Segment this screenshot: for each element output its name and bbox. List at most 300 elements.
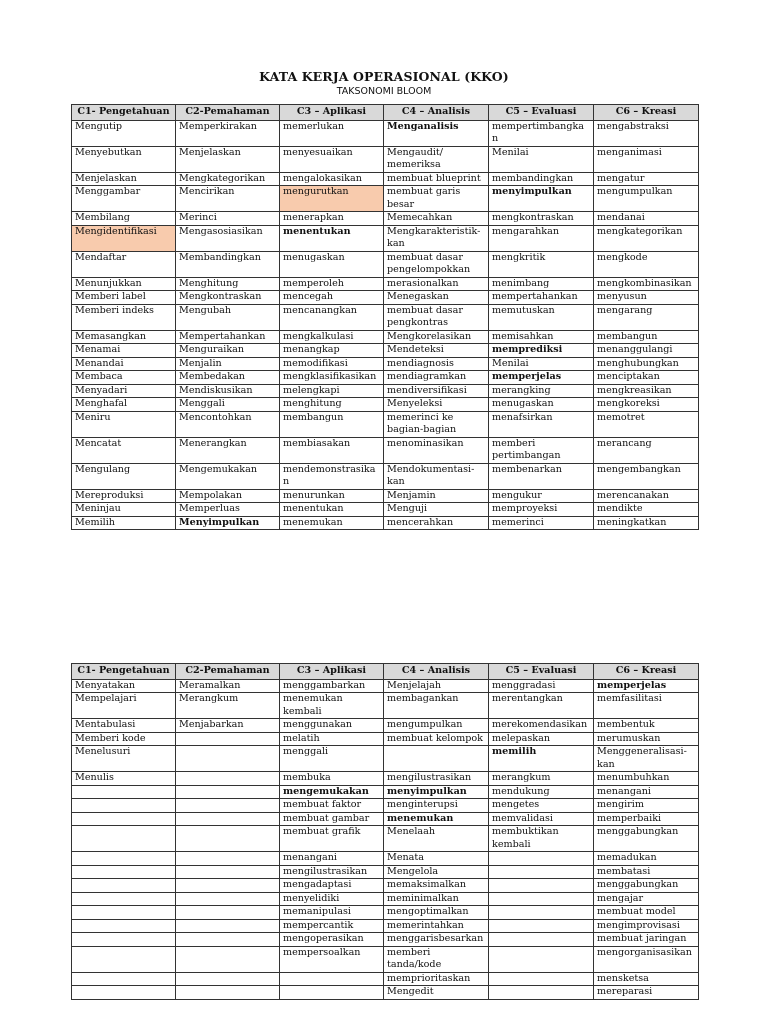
- table-cell: mengembangkan: [594, 463, 699, 489]
- table-cell: [72, 933, 176, 947]
- table-cell: Menghitung: [176, 277, 280, 291]
- table-cell: Mempertahankan: [176, 330, 280, 344]
- table-cell: mempertahankan: [489, 291, 594, 305]
- table-row: [72, 437, 699, 463]
- table-cell: mencerahkan: [384, 516, 489, 530]
- table-cell: menerapkan: [280, 212, 384, 226]
- table-cell: Mengubah: [176, 304, 280, 330]
- table-cell: mengetes: [489, 799, 594, 813]
- table-cell: [489, 852, 594, 866]
- table-cell: [176, 865, 280, 879]
- table-cell: memodifikasi: [280, 357, 384, 371]
- table-cell: Memecahkan: [384, 212, 489, 226]
- table-cell: menyesuaikan: [280, 146, 384, 172]
- table-cell: membatasi: [594, 865, 699, 879]
- header-c4: C4 – Analisis: [384, 664, 489, 680]
- table-cell: mempertimbangkan: [489, 120, 594, 146]
- table-cell: Meninjau: [72, 503, 176, 517]
- table-cell: memfasilitasi: [594, 693, 699, 719]
- table-cell: memvalidasi: [489, 812, 594, 826]
- table-cell: Menganalisis: [384, 120, 489, 146]
- table-cell: Mencontohkan: [176, 411, 280, 437]
- table-cell: [176, 772, 280, 786]
- table-cell: Mereproduksi: [72, 489, 176, 503]
- table-cell: memilih: [489, 746, 594, 772]
- table-cell: [72, 972, 176, 986]
- table-cell: Menggeneralisasi-kan: [594, 746, 699, 772]
- table-cell: mengkalkulasi: [280, 330, 384, 344]
- header-c6: C6 – Kreasi: [594, 105, 699, 121]
- table-cell: Meniru: [72, 411, 176, 437]
- table-cell: Menyatakan: [72, 679, 176, 693]
- table-cell: mengkoreksi: [594, 398, 699, 412]
- table-cell: Menjamin: [384, 489, 489, 503]
- table-row: [72, 463, 699, 489]
- table-cell: menyimpulkan: [384, 785, 489, 799]
- table-cell: memisahkan: [489, 330, 594, 344]
- table-cell: membuktikan kembali: [489, 826, 594, 852]
- table-cell: Mengkorelasikan: [384, 330, 489, 344]
- table-row: [72, 919, 699, 933]
- table-cell: mengarahkan: [489, 225, 594, 251]
- table-cell: Menjelaskan: [72, 172, 176, 186]
- table-row: [72, 489, 699, 503]
- table-cell: [176, 906, 280, 920]
- kko-table-2: [71, 663, 699, 1000]
- table-cell: Menguraikan: [176, 344, 280, 358]
- table-row: [72, 146, 699, 172]
- table-cell: membenarkan: [489, 463, 594, 489]
- table-cell: mengatur: [594, 172, 699, 186]
- table-cell: memerinci: [489, 516, 594, 530]
- table-cell: memperjelas: [489, 371, 594, 385]
- table-cell: Membandingkan: [176, 251, 280, 277]
- table-cell: mencanangkan: [280, 304, 384, 330]
- table-cell: [280, 972, 384, 986]
- table-cell: membuat dasar pengkontras: [384, 304, 489, 330]
- table-cell: [489, 972, 594, 986]
- table-cell: menentukan: [280, 503, 384, 517]
- table-header-row: [72, 105, 699, 121]
- table-cell: Menyadari: [72, 384, 176, 398]
- table-cell: menganimasi: [594, 146, 699, 172]
- table-cell: Memberi kode: [72, 732, 176, 746]
- table-cell: membuat blueprint: [384, 172, 489, 186]
- table-cell: [72, 986, 176, 1000]
- header-c5: C5 – Evaluasi: [489, 664, 594, 680]
- table-cell: mengkreasikan: [594, 384, 699, 398]
- table-cell: Merangkum: [176, 693, 280, 719]
- table-cell: mengabstraksi: [594, 120, 699, 146]
- table-cell: mengadaptasi: [280, 879, 384, 893]
- table-cell: memanipulasi: [280, 906, 384, 920]
- table-cell: [176, 799, 280, 813]
- table-cell: Mengulang: [72, 463, 176, 489]
- table-cell: menggarisbesarkan: [384, 933, 489, 947]
- table-cell: menugaskan: [489, 398, 594, 412]
- table-row: [72, 892, 699, 906]
- table-cell: [489, 986, 594, 1000]
- table-row: [72, 277, 699, 291]
- table-cell: merangkum: [489, 772, 594, 786]
- table-cell: mendiagramkan: [384, 371, 489, 385]
- table-row: [72, 357, 699, 371]
- table-cell: [489, 892, 594, 906]
- table-row: [72, 516, 699, 530]
- table-cell: Memberi indeks: [72, 304, 176, 330]
- table-cell: menangkap: [280, 344, 384, 358]
- table-cell: membuat grafik: [280, 826, 384, 852]
- table-cell: [72, 826, 176, 852]
- table-cell: memperjelas: [594, 679, 699, 693]
- table-cell: Menyeleksi: [384, 398, 489, 412]
- table-row: [72, 330, 699, 344]
- table-cell: mengilustrasikan: [384, 772, 489, 786]
- table-row: [72, 746, 699, 772]
- table-cell: mengukur: [489, 489, 594, 503]
- table-cell: [72, 879, 176, 893]
- table-cell: membuat jaringan: [594, 933, 699, 947]
- table-cell: meningkatkan: [594, 516, 699, 530]
- table-cell: mengumpulkan: [594, 186, 699, 212]
- table-cell: Menelusuri: [72, 746, 176, 772]
- table-row: [72, 732, 699, 746]
- table-cell: mengemukakan: [280, 785, 384, 799]
- table-row: [72, 304, 699, 330]
- table-cell: Menulis: [72, 772, 176, 786]
- table-cell: menggabungkan: [594, 826, 699, 852]
- table-cell: [176, 732, 280, 746]
- table-cell: mendiversifikasi: [384, 384, 489, 398]
- table-cell: mengalokasikan: [280, 172, 384, 186]
- table-row: [72, 799, 699, 813]
- table-cell: melepaskan: [489, 732, 594, 746]
- table-cell: menghubungkan: [594, 357, 699, 371]
- table-cell: menemukan: [384, 812, 489, 826]
- table-cell: [489, 865, 594, 879]
- table-cell: Membaca: [72, 371, 176, 385]
- table-cell: melatih: [280, 732, 384, 746]
- table-cell: Menamai: [72, 344, 176, 358]
- table-cell: merasionalkan: [384, 277, 489, 291]
- table-cell: menentukan: [280, 225, 384, 251]
- table-row: [72, 212, 699, 226]
- table-cell: Menjabarkan: [176, 719, 280, 733]
- table-cell: memprioritaskan: [384, 972, 489, 986]
- table-header-row: [72, 664, 699, 680]
- table-cell: Mengasosiasikan: [176, 225, 280, 251]
- kko-table-1: [71, 104, 699, 530]
- table-row: [72, 693, 699, 719]
- table-cell: merentangkan: [489, 693, 594, 719]
- table-cell: mensketsa: [594, 972, 699, 986]
- table-cell: [176, 852, 280, 866]
- table-cell: mengorganisasikan: [594, 946, 699, 972]
- table-cell: mengurutkan: [280, 186, 384, 212]
- table-row: [72, 933, 699, 947]
- table-cell: mengumpulkan: [384, 719, 489, 733]
- table-cell: membangun: [594, 330, 699, 344]
- table-cell: mengkontraskan: [489, 212, 594, 226]
- table-cell: Merinci: [176, 212, 280, 226]
- table-cell: Mempolakan: [176, 489, 280, 503]
- table-cell: Menggali: [176, 398, 280, 412]
- table-cell: [176, 892, 280, 906]
- table-row: [72, 225, 699, 251]
- table-cell: memperoleh: [280, 277, 384, 291]
- table-cell: menginterupsi: [384, 799, 489, 813]
- table-cell: mempersoalkan: [280, 946, 384, 972]
- table-cell: mendukung: [489, 785, 594, 799]
- table-cell: membuka: [280, 772, 384, 786]
- table-cell: merencanakan: [594, 489, 699, 503]
- table-cell: Mengemukakan: [176, 463, 280, 489]
- table-cell: membuat faktor: [280, 799, 384, 813]
- table-cell: menumbuhkan: [594, 772, 699, 786]
- table-cell: mendiagnosis: [384, 357, 489, 371]
- table-cell: [280, 986, 384, 1000]
- table-cell: Mencatat: [72, 437, 176, 463]
- table-row: [72, 785, 699, 799]
- table-cell: merumuskan: [594, 732, 699, 746]
- table-cell: mengimprovisasi: [594, 919, 699, 933]
- table-cell: meminimalkan: [384, 892, 489, 906]
- table-cell: mengoptimalkan: [384, 906, 489, 920]
- table-cell: Mengaudit/ memeriksa: [384, 146, 489, 172]
- table-cell: memutuskan: [489, 304, 594, 330]
- table-cell: membuat garis besar: [384, 186, 489, 212]
- table-cell: Membedakan: [176, 371, 280, 385]
- table-cell: [72, 919, 176, 933]
- table-cell: menafsirkan: [489, 411, 594, 437]
- table-cell: Memilih: [72, 516, 176, 530]
- table-cell: membuat kelompok: [384, 732, 489, 746]
- table-row: [72, 291, 699, 305]
- document-subtitle: TAKSONOMI BLOOM: [336, 86, 432, 97]
- table-cell: Menata: [384, 852, 489, 866]
- table-cell: membagankan: [384, 693, 489, 719]
- table-cell: Memberi label: [72, 291, 176, 305]
- table-cell: mempercantik: [280, 919, 384, 933]
- table-cell: Menandai: [72, 357, 176, 371]
- table-cell: menugaskan: [280, 251, 384, 277]
- table-cell: [176, 826, 280, 852]
- table-cell: membuat model: [594, 906, 699, 920]
- table-row: [72, 719, 699, 733]
- header-c4: C4 – Analisis: [384, 105, 489, 121]
- table-cell: mengkombinasikan: [594, 277, 699, 291]
- table-cell: menggradasi: [489, 679, 594, 693]
- table-row: [72, 879, 699, 893]
- table-cell: merancang: [594, 437, 699, 463]
- table-cell: [176, 946, 280, 972]
- table-cell: memproyeksi: [489, 503, 594, 517]
- table-cell: menyimpulkan: [489, 186, 594, 212]
- table-cell: memerlukan: [280, 120, 384, 146]
- table-cell: Mencirikan: [176, 186, 280, 212]
- table-cell: Mengutip: [72, 120, 176, 146]
- table-cell: mendemonstrasikan: [280, 463, 384, 489]
- table-cell: [176, 986, 280, 1000]
- table-row: [72, 251, 699, 277]
- table-row: [72, 384, 699, 398]
- table-cell: mengoperasikan: [280, 933, 384, 947]
- table-cell: menemukan: [280, 516, 384, 530]
- table-cell: Menjelaskan: [176, 146, 280, 172]
- table-cell: [72, 799, 176, 813]
- table-cell: Menegaskan: [384, 291, 489, 305]
- table-cell: [176, 785, 280, 799]
- table-cell: melengkapi: [280, 384, 384, 398]
- table-cell: [489, 879, 594, 893]
- table-cell: Mengelola: [384, 865, 489, 879]
- table-cell: memadukan: [594, 852, 699, 866]
- header-c3: C3 – Aplikasi: [280, 105, 384, 121]
- table-cell: menimbang: [489, 277, 594, 291]
- table-cell: mendikte: [594, 503, 699, 517]
- table-cell: menyusun: [594, 291, 699, 305]
- table-cell: mengirim: [594, 799, 699, 813]
- table-cell: [72, 812, 176, 826]
- header-c2: C2-Pemahaman: [176, 105, 280, 121]
- table-cell: mengkritik: [489, 251, 594, 277]
- table-cell: Mendiskusikan: [176, 384, 280, 398]
- table-cell: menurunkan: [280, 489, 384, 503]
- table-cell: Memasangkan: [72, 330, 176, 344]
- table-cell: mendanai: [594, 212, 699, 226]
- table-cell: [72, 865, 176, 879]
- document-title: KATA KERJA OPERASIONAL (KKO): [259, 69, 509, 84]
- table-cell: [489, 933, 594, 947]
- table-cell: Mengkarakteristik-kan: [384, 225, 489, 251]
- table-cell: [72, 892, 176, 906]
- table-cell: [72, 852, 176, 866]
- table-row: [72, 371, 699, 385]
- table-cell: mengklasifikasikan: [280, 371, 384, 385]
- table-cell: Menggambar: [72, 186, 176, 212]
- header-c2: C2-Pemahaman: [176, 664, 280, 680]
- table-cell: [384, 746, 489, 772]
- header-c1: C1- Pengetahuan: [72, 105, 176, 121]
- table-cell: membandingkan: [489, 172, 594, 186]
- table-cell: Mentabulasi: [72, 719, 176, 733]
- table-cell: membangun: [280, 411, 384, 437]
- table-row: [72, 186, 699, 212]
- table-cell: Mendaftar: [72, 251, 176, 277]
- table-cell: mengkode: [594, 251, 699, 277]
- table-cell: menggabungkan: [594, 879, 699, 893]
- table-row: [72, 411, 699, 437]
- header-c6: C6 – Kreasi: [594, 664, 699, 680]
- table-cell: membentuk: [594, 719, 699, 733]
- table-cell: membuat dasar pengelompokkan: [384, 251, 489, 277]
- table-cell: memotret: [594, 411, 699, 437]
- table-cell: [176, 812, 280, 826]
- table-cell: memberi tanda/kode: [384, 946, 489, 972]
- table-cell: Mengedit: [384, 986, 489, 1000]
- table-row: [72, 986, 699, 1000]
- table-cell: merekomendasikan: [489, 719, 594, 733]
- table-cell: merangking: [489, 384, 594, 398]
- table-row: [72, 812, 699, 826]
- table-cell: menyelidiki: [280, 892, 384, 906]
- table-cell: memerintahkan: [384, 919, 489, 933]
- table-row: [72, 972, 699, 986]
- table-cell: menciptakan: [594, 371, 699, 385]
- table-cell: [72, 946, 176, 972]
- table-cell: menggambarkan: [280, 679, 384, 693]
- table-row: [72, 826, 699, 852]
- table-cell: Membilang: [72, 212, 176, 226]
- table-cell: mengarang: [594, 304, 699, 330]
- table-cell: Mendokumentasi-kan: [384, 463, 489, 489]
- table-cell: memperbaiki: [594, 812, 699, 826]
- header-c3: C3 – Aplikasi: [280, 664, 384, 680]
- table-cell: Memperkirakan: [176, 120, 280, 146]
- table-cell: Mengkontraskan: [176, 291, 280, 305]
- table-cell: [176, 879, 280, 893]
- table-cell: Menilai: [489, 146, 594, 172]
- table-cell: menggali: [280, 746, 384, 772]
- table-cell: menggunakan: [280, 719, 384, 733]
- table-cell: membiasakan: [280, 437, 384, 463]
- table-cell: Menghafal: [72, 398, 176, 412]
- table-cell: mengilustrasikan: [280, 865, 384, 879]
- table-cell: [489, 906, 594, 920]
- table-cell: memaksimalkan: [384, 879, 489, 893]
- table-cell: Menunjukkan: [72, 277, 176, 291]
- table-cell: Memperluas: [176, 503, 280, 517]
- table-cell: Mengidentifikasi: [72, 225, 176, 251]
- table-row: [72, 946, 699, 972]
- table-row: [72, 852, 699, 866]
- table-row: [72, 398, 699, 412]
- table-cell: Menelaah: [384, 826, 489, 852]
- table-cell: menangani: [280, 852, 384, 866]
- table-cell: Mendeteksi: [384, 344, 489, 358]
- table-row: [72, 865, 699, 879]
- table-cell: memerinci ke bagian-bagian: [384, 411, 489, 437]
- table-cell: Meramalkan: [176, 679, 280, 693]
- table-cell: Menyimpulkan: [176, 516, 280, 530]
- table-cell: Menguji: [384, 503, 489, 517]
- header-c5: C5 – Evaluasi: [489, 105, 594, 121]
- table-cell: [176, 972, 280, 986]
- table-row: [72, 679, 699, 693]
- table-cell: mereparasi: [594, 986, 699, 1000]
- table-cell: menanggulangi: [594, 344, 699, 358]
- table-row: [72, 120, 699, 146]
- table-cell: Menjalin: [176, 357, 280, 371]
- table-row: [72, 344, 699, 358]
- table-row: [72, 172, 699, 186]
- table-cell: menemukan kembali: [280, 693, 384, 719]
- table-cell: Mempelajari: [72, 693, 176, 719]
- table-cell: menangani: [594, 785, 699, 799]
- table-row: [72, 906, 699, 920]
- table-cell: membuat gambar: [280, 812, 384, 826]
- table-cell: Menerangkan: [176, 437, 280, 463]
- table-cell: menghitung: [280, 398, 384, 412]
- table-cell: mengkategorikan: [594, 225, 699, 251]
- table-cell: [489, 919, 594, 933]
- table-cell: [72, 785, 176, 799]
- table-cell: [72, 906, 176, 920]
- table-cell: [176, 933, 280, 947]
- table-cell: memberi pertimbangan: [489, 437, 594, 463]
- table-cell: Mengkategorikan: [176, 172, 280, 186]
- table-cell: mencegah: [280, 291, 384, 305]
